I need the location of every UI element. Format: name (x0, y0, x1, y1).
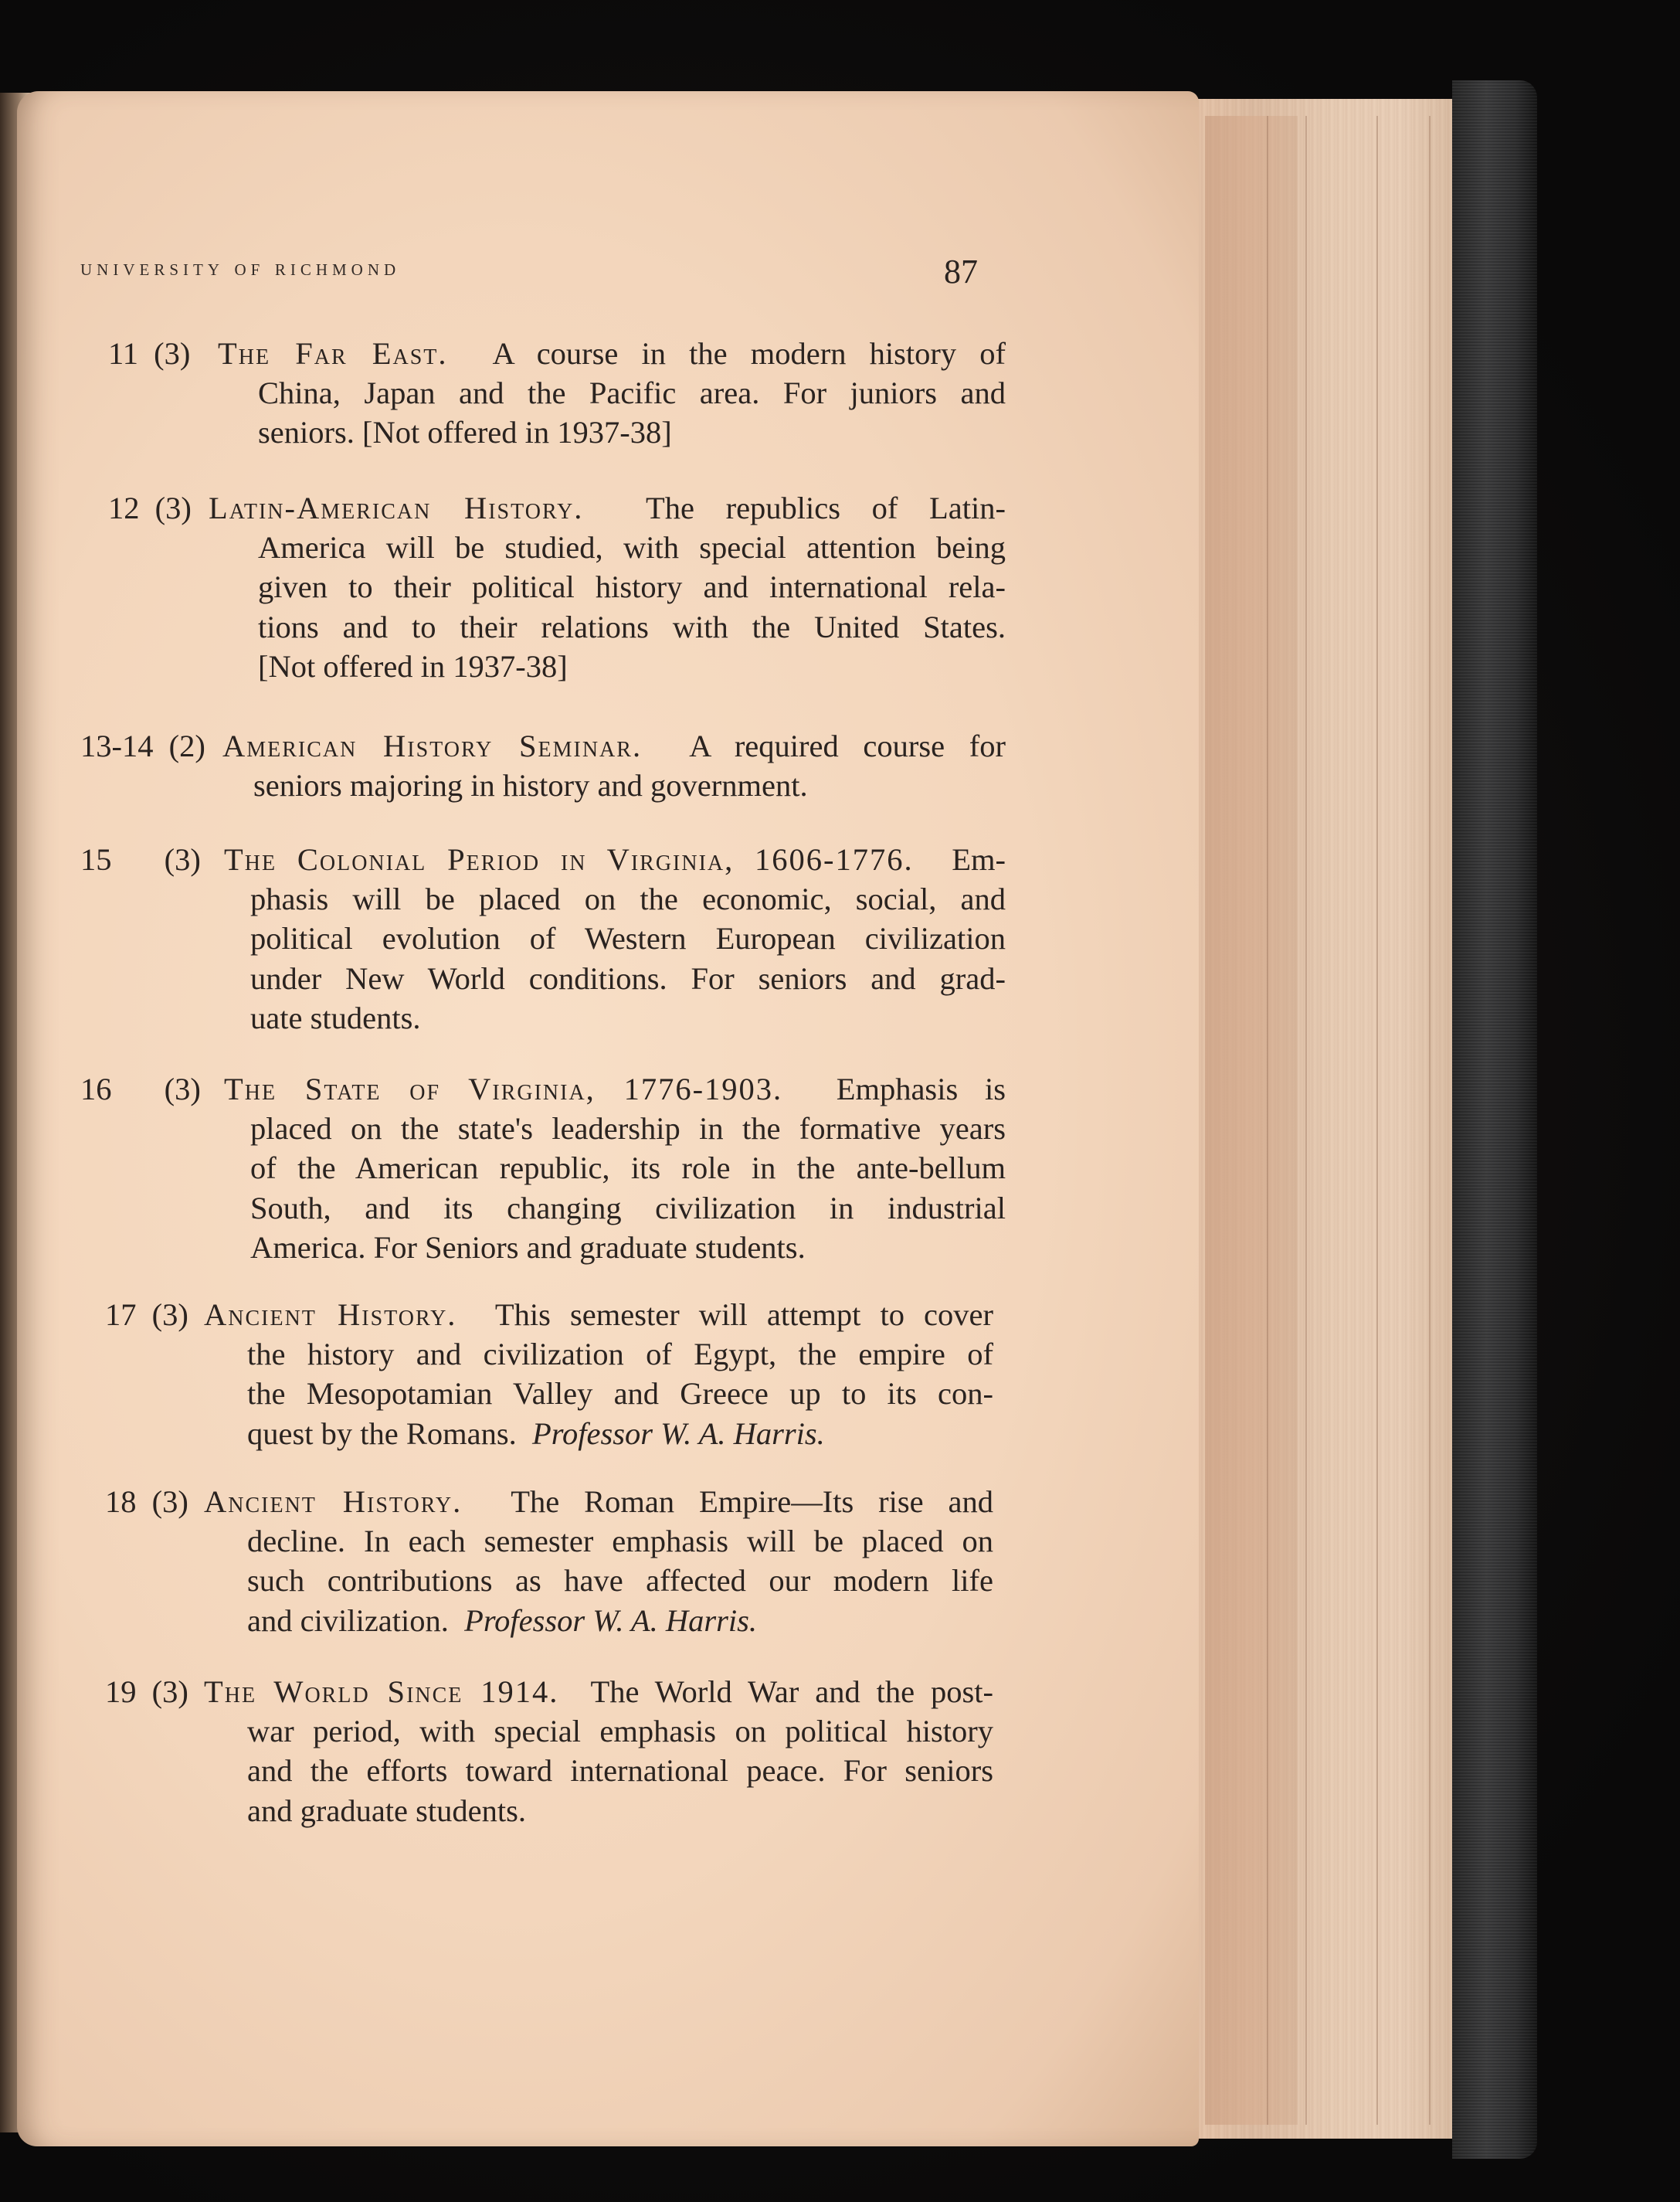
credit-hours: (3) (154, 336, 191, 371)
course-entry (108, 488, 1006, 686)
course-number-group (105, 1672, 188, 1711)
course-line (218, 334, 1006, 373)
course-number: 16 (80, 1072, 112, 1106)
course-number: 11 (108, 336, 138, 371)
course-title: Ancient History. (204, 1297, 457, 1332)
course-description (209, 488, 1006, 686)
course-line: and graduate students. (247, 1793, 527, 1828)
course-line: given to their political history and international rela- (258, 569, 1006, 605)
course-number-group (108, 488, 192, 528)
course-title: Ancient History. (204, 1484, 463, 1519)
course-text: This semester will attempt to cover (494, 1297, 993, 1332)
course-number: 17 (105, 1297, 137, 1332)
credit-hours: (2) (168, 729, 205, 763)
course-text: The Roman Empire—Its rise and (511, 1484, 993, 1519)
course-line: the history and civilization of Egypt, the empire of (247, 1337, 993, 1372)
page-edge-line (1429, 116, 1431, 2125)
course-description (218, 334, 1006, 453)
credit-hours: (3) (154, 491, 192, 525)
professor-name: Professor W. A. Harris. (464, 1602, 757, 1638)
course-description (204, 1482, 993, 1640)
course-line (204, 1482, 993, 1521)
course-line: uate students. (250, 1000, 421, 1035)
credit-hours: (3) (164, 842, 201, 877)
course-text: Em- (952, 842, 1006, 877)
course-line (224, 840, 1006, 879)
course-line: phasis will be placed on the economic, social, and (250, 882, 1006, 917)
course-line: war period, with special emphasis on political history (247, 1714, 993, 1749)
course-description (224, 1069, 1006, 1267)
page-edge-band (1205, 116, 1298, 2125)
course-number-group (105, 1482, 188, 1521)
course-number: 13-14 (80, 729, 154, 763)
course-number-group (80, 1069, 201, 1109)
course-text: and civilization. (247, 1602, 449, 1638)
page-edge-line (1267, 116, 1268, 2125)
course-entry (105, 1672, 993, 1830)
course-number: 12 (108, 491, 140, 525)
course-line (224, 1069, 1006, 1109)
course-text: A course in the modern history of (492, 336, 1006, 371)
professor-name: Professor W. A. Harris. (531, 1415, 825, 1451)
page-edge-line (1376, 116, 1378, 2125)
page-number: 87 (944, 253, 978, 291)
book-cover (1452, 80, 1537, 2159)
course-line (204, 1672, 993, 1711)
course-description (224, 840, 1006, 1038)
credit-hours: (3) (151, 1297, 188, 1332)
course-description (222, 726, 1006, 805)
course-line: under New World conditions. For seniors and grad- (250, 960, 1006, 996)
course-line: placed on the state's leadership in the formative years (250, 1111, 1006, 1147)
course-description (204, 1295, 993, 1453)
course-line: the Mesopotamian Valley and Greece up to its con- (247, 1376, 993, 1412)
course-text: The World War and the post- (590, 1674, 993, 1709)
course-line: seniors majoring in history and government. (253, 768, 808, 804)
course-line: America. For Seniors and graduate students. (250, 1229, 806, 1265)
course-line (222, 726, 1006, 766)
course-text: Emphasis is (836, 1072, 1006, 1106)
course-line: such contributions as have affected our modern life (247, 1563, 993, 1599)
course-number-group (105, 1295, 188, 1334)
course-number-group (80, 840, 201, 879)
course-title: The State of Virginia, 1776-1903. (224, 1072, 783, 1106)
course-line: South, and its changing civilization in industrial (250, 1190, 1006, 1225)
course-entry (80, 840, 1006, 1038)
course-description (204, 1672, 993, 1830)
course-line: tions and to their relations with the United States. (258, 609, 1006, 644)
course-entry (105, 1295, 993, 1453)
course-title: Latin-American History. (209, 491, 584, 525)
course-number-group (80, 726, 205, 766)
course-entry (105, 1482, 993, 1640)
course-line: America will be studied, with special attention being (258, 530, 1006, 566)
course-number: 15 (80, 842, 112, 877)
course-line: of the American republic, its role in the ante-bellum (250, 1150, 1006, 1186)
page-edge-line (1305, 116, 1307, 2125)
course-line (247, 1414, 993, 1453)
course-title: American History Seminar. (222, 729, 643, 763)
credit-hours: (3) (164, 1072, 201, 1106)
course-line: seniors. [Not offered in 1937-38] (258, 415, 672, 450)
course-text: A required course for (689, 729, 1006, 763)
course-line: [Not offered in 1937-38] (258, 648, 568, 684)
running-head: university of richmond (80, 255, 401, 280)
course-title: The Far East. (218, 336, 448, 371)
course-line: China, Japan and the Pacific area. For juniors and (258, 375, 1006, 411)
course-text: quest by the Romans. (247, 1415, 517, 1451)
course-number-group (108, 334, 190, 373)
course-entry (80, 726, 1006, 805)
course-number: 18 (105, 1484, 137, 1519)
course-entry (108, 334, 1006, 453)
course-text: The republics of Latin- (645, 491, 1006, 525)
course-line: political evolution of Western European civilization (250, 921, 1006, 957)
course-line: decline. In each semester emphasis will be placed on (247, 1524, 993, 1559)
course-line (209, 488, 1006, 528)
course-line: and the efforts toward international peace. For seniors (247, 1753, 993, 1789)
credit-hours: (3) (151, 1674, 188, 1709)
course-number: 19 (105, 1674, 137, 1709)
credit-hours: (3) (151, 1484, 188, 1519)
course-line (204, 1295, 993, 1334)
course-entry (80, 1069, 1006, 1267)
course-title: The World Since 1914. (204, 1674, 559, 1709)
course-title: The Colonial Period in Virginia, 1606-1776. (224, 842, 914, 877)
course-line (247, 1601, 993, 1640)
